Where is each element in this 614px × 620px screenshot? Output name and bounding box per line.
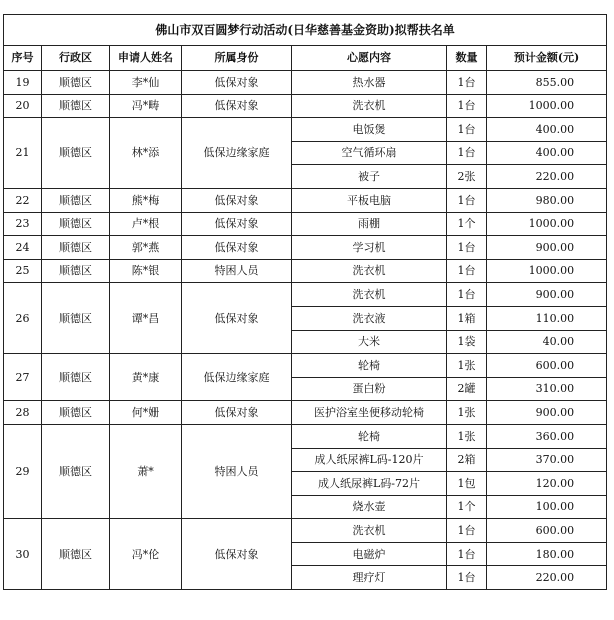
wish-quantity: 1张: [447, 424, 487, 448]
wish-amount: 310.00: [487, 377, 607, 401]
column-header-amount: 预计金额(元): [487, 46, 607, 71]
wish-amount: 220.00: [487, 566, 607, 590]
wish-item: 学习机: [292, 236, 447, 260]
wish-item: 热水器: [292, 71, 447, 95]
wish-amount: 100.00: [487, 495, 607, 519]
wish-quantity: 2箱: [447, 448, 487, 472]
wish-quantity: 1台: [447, 236, 487, 260]
record-district: 顺德区: [42, 519, 110, 590]
wish-item: 洗衣机: [292, 94, 447, 118]
table-row: [4, 236, 607, 260]
record-district: 顺德区: [42, 118, 110, 189]
wish-item: 成人纸尿裤L码-120片: [292, 448, 447, 472]
column-header-name: 申请人姓名: [110, 46, 182, 71]
record-applicant-name: 郭*燕: [110, 236, 182, 260]
wish-amount: 600.00: [487, 354, 607, 378]
record-applicant-name: 熊*梅: [110, 188, 182, 212]
column-header-quantity: 数量: [447, 46, 487, 71]
column-header-no: 序号: [4, 46, 42, 71]
roster-body: [4, 71, 607, 590]
wish-quantity: 1台: [447, 566, 487, 590]
wish-amount: 110.00: [487, 306, 607, 330]
record-identity: 低保边缘家庭: [182, 354, 292, 401]
table-row: [4, 519, 607, 543]
wish-item: 电饭煲: [292, 118, 447, 142]
wish-quantity: 1张: [447, 354, 487, 378]
wish-quantity: 1箱: [447, 306, 487, 330]
wish-item: 洗衣机: [292, 259, 447, 283]
wish-item: 医护浴室坐便移动轮椅: [292, 401, 447, 425]
wish-amount: 980.00: [487, 188, 607, 212]
wish-item: 洗衣机: [292, 283, 447, 307]
table-row: [4, 188, 607, 212]
table-row: [4, 424, 607, 448]
record-number: 28: [4, 401, 42, 425]
record-number: 26: [4, 283, 42, 354]
wish-amount: 400.00: [487, 118, 607, 142]
record-district: 顺德区: [42, 236, 110, 260]
record-number: 24: [4, 236, 42, 260]
record-applicant-name: 冯*伦: [110, 519, 182, 590]
record-number: 27: [4, 354, 42, 401]
wish-amount: 400.00: [487, 141, 607, 165]
wish-amount: 900.00: [487, 236, 607, 260]
table-row: [4, 283, 607, 307]
table-row: [4, 354, 607, 378]
assistance-roster-table: [3, 14, 607, 590]
wish-amount: 220.00: [487, 165, 607, 189]
record-district: 顺德区: [42, 283, 110, 354]
record-district: 顺德区: [42, 71, 110, 95]
record-identity: 低保边缘家庭: [182, 118, 292, 189]
wish-quantity: 1台: [447, 259, 487, 283]
wish-item: 电磁炉: [292, 542, 447, 566]
record-number: 25: [4, 259, 42, 283]
record-number: 30: [4, 519, 42, 590]
document-title: 佛山市双百圆梦行动活动(日华慈善基金资助)拟帮扶名单: [4, 15, 607, 46]
table-row: [4, 118, 607, 142]
record-identity: 低保对象: [182, 71, 292, 95]
wish-amount: 855.00: [487, 71, 607, 95]
wish-quantity: 1包: [447, 472, 487, 496]
wish-amount: 600.00: [487, 519, 607, 543]
wish-item: 平板电脑: [292, 188, 447, 212]
wish-quantity: 1台: [447, 519, 487, 543]
record-applicant-name: 谭*昌: [110, 283, 182, 354]
wish-item: 成人纸尿裤L码-72片: [292, 472, 447, 496]
wish-amount: 360.00: [487, 424, 607, 448]
record-district: 顺德区: [42, 188, 110, 212]
header-row: [4, 46, 607, 71]
wish-item: 理疗灯: [292, 566, 447, 590]
wish-quantity: 2罐: [447, 377, 487, 401]
table-row: [4, 71, 607, 95]
record-identity: 低保对象: [182, 236, 292, 260]
wish-amount: 120.00: [487, 472, 607, 496]
wish-quantity: 1袋: [447, 330, 487, 354]
table-row: [4, 259, 607, 283]
wish-quantity: 1台: [447, 71, 487, 95]
wish-quantity: 1台: [447, 141, 487, 165]
column-header-identity: 所属身份: [182, 46, 292, 71]
record-number: 22: [4, 188, 42, 212]
record-district: 顺德区: [42, 354, 110, 401]
column-header-district: 行政区: [42, 46, 110, 71]
wish-amount: 1000.00: [487, 212, 607, 236]
record-number: 21: [4, 118, 42, 189]
wish-quantity: 1台: [447, 94, 487, 118]
record-applicant-name: 萧*: [110, 424, 182, 518]
wish-item: 烧水壶: [292, 495, 447, 519]
record-applicant-name: 何*姗: [110, 401, 182, 425]
wish-quantity: 2张: [447, 165, 487, 189]
wish-item: 雨棚: [292, 212, 447, 236]
column-header-wish: 心愿内容: [292, 46, 447, 71]
record-district: 顺德区: [42, 424, 110, 518]
record-applicant-name: 陈*银: [110, 259, 182, 283]
wish-item: 洗衣液: [292, 306, 447, 330]
wish-item: 蛋白粉: [292, 377, 447, 401]
wish-amount: 1000.00: [487, 94, 607, 118]
wish-item: 大米: [292, 330, 447, 354]
wish-quantity: 1个: [447, 495, 487, 519]
record-applicant-name: 冯*畴: [110, 94, 182, 118]
record-number: 20: [4, 94, 42, 118]
wish-amount: 1000.00: [487, 259, 607, 283]
record-district: 顺德区: [42, 212, 110, 236]
record-district: 顺德区: [42, 259, 110, 283]
record-number: 23: [4, 212, 42, 236]
wish-quantity: 1台: [447, 283, 487, 307]
record-identity: 低保对象: [182, 283, 292, 354]
record-district: 顺德区: [42, 401, 110, 425]
wish-quantity: 1台: [447, 118, 487, 142]
record-identity: 特困人员: [182, 259, 292, 283]
wish-item: 空气循环扇: [292, 141, 447, 165]
record-identity: 特困人员: [182, 424, 292, 518]
record-applicant-name: 林*添: [110, 118, 182, 189]
record-identity: 低保对象: [182, 188, 292, 212]
record-number: 29: [4, 424, 42, 518]
table-row: [4, 94, 607, 118]
wish-amount: 900.00: [487, 401, 607, 425]
wish-quantity: 1张: [447, 401, 487, 425]
record-applicant-name: 黄*康: [110, 354, 182, 401]
record-identity: 低保对象: [182, 401, 292, 425]
record-applicant-name: 李*仙: [110, 71, 182, 95]
wish-amount: 900.00: [487, 283, 607, 307]
record-identity: 低保对象: [182, 94, 292, 118]
wish-quantity: 1台: [447, 188, 487, 212]
record-identity: 低保对象: [182, 519, 292, 590]
record-identity: 低保对象: [182, 212, 292, 236]
wish-amount: 180.00: [487, 542, 607, 566]
title-row: [4, 15, 607, 46]
record-district: 顺德区: [42, 94, 110, 118]
table-row: [4, 401, 607, 425]
wish-amount: 40.00: [487, 330, 607, 354]
wish-item: 洗衣机: [292, 519, 447, 543]
table-row: [4, 212, 607, 236]
wish-quantity: 1台: [447, 542, 487, 566]
wish-item: 被子: [292, 165, 447, 189]
wish-item: 轮椅: [292, 424, 447, 448]
wish-amount: 370.00: [487, 448, 607, 472]
wish-item: 轮椅: [292, 354, 447, 378]
record-applicant-name: 卢*根: [110, 212, 182, 236]
record-number: 19: [4, 71, 42, 95]
wish-quantity: 1个: [447, 212, 487, 236]
